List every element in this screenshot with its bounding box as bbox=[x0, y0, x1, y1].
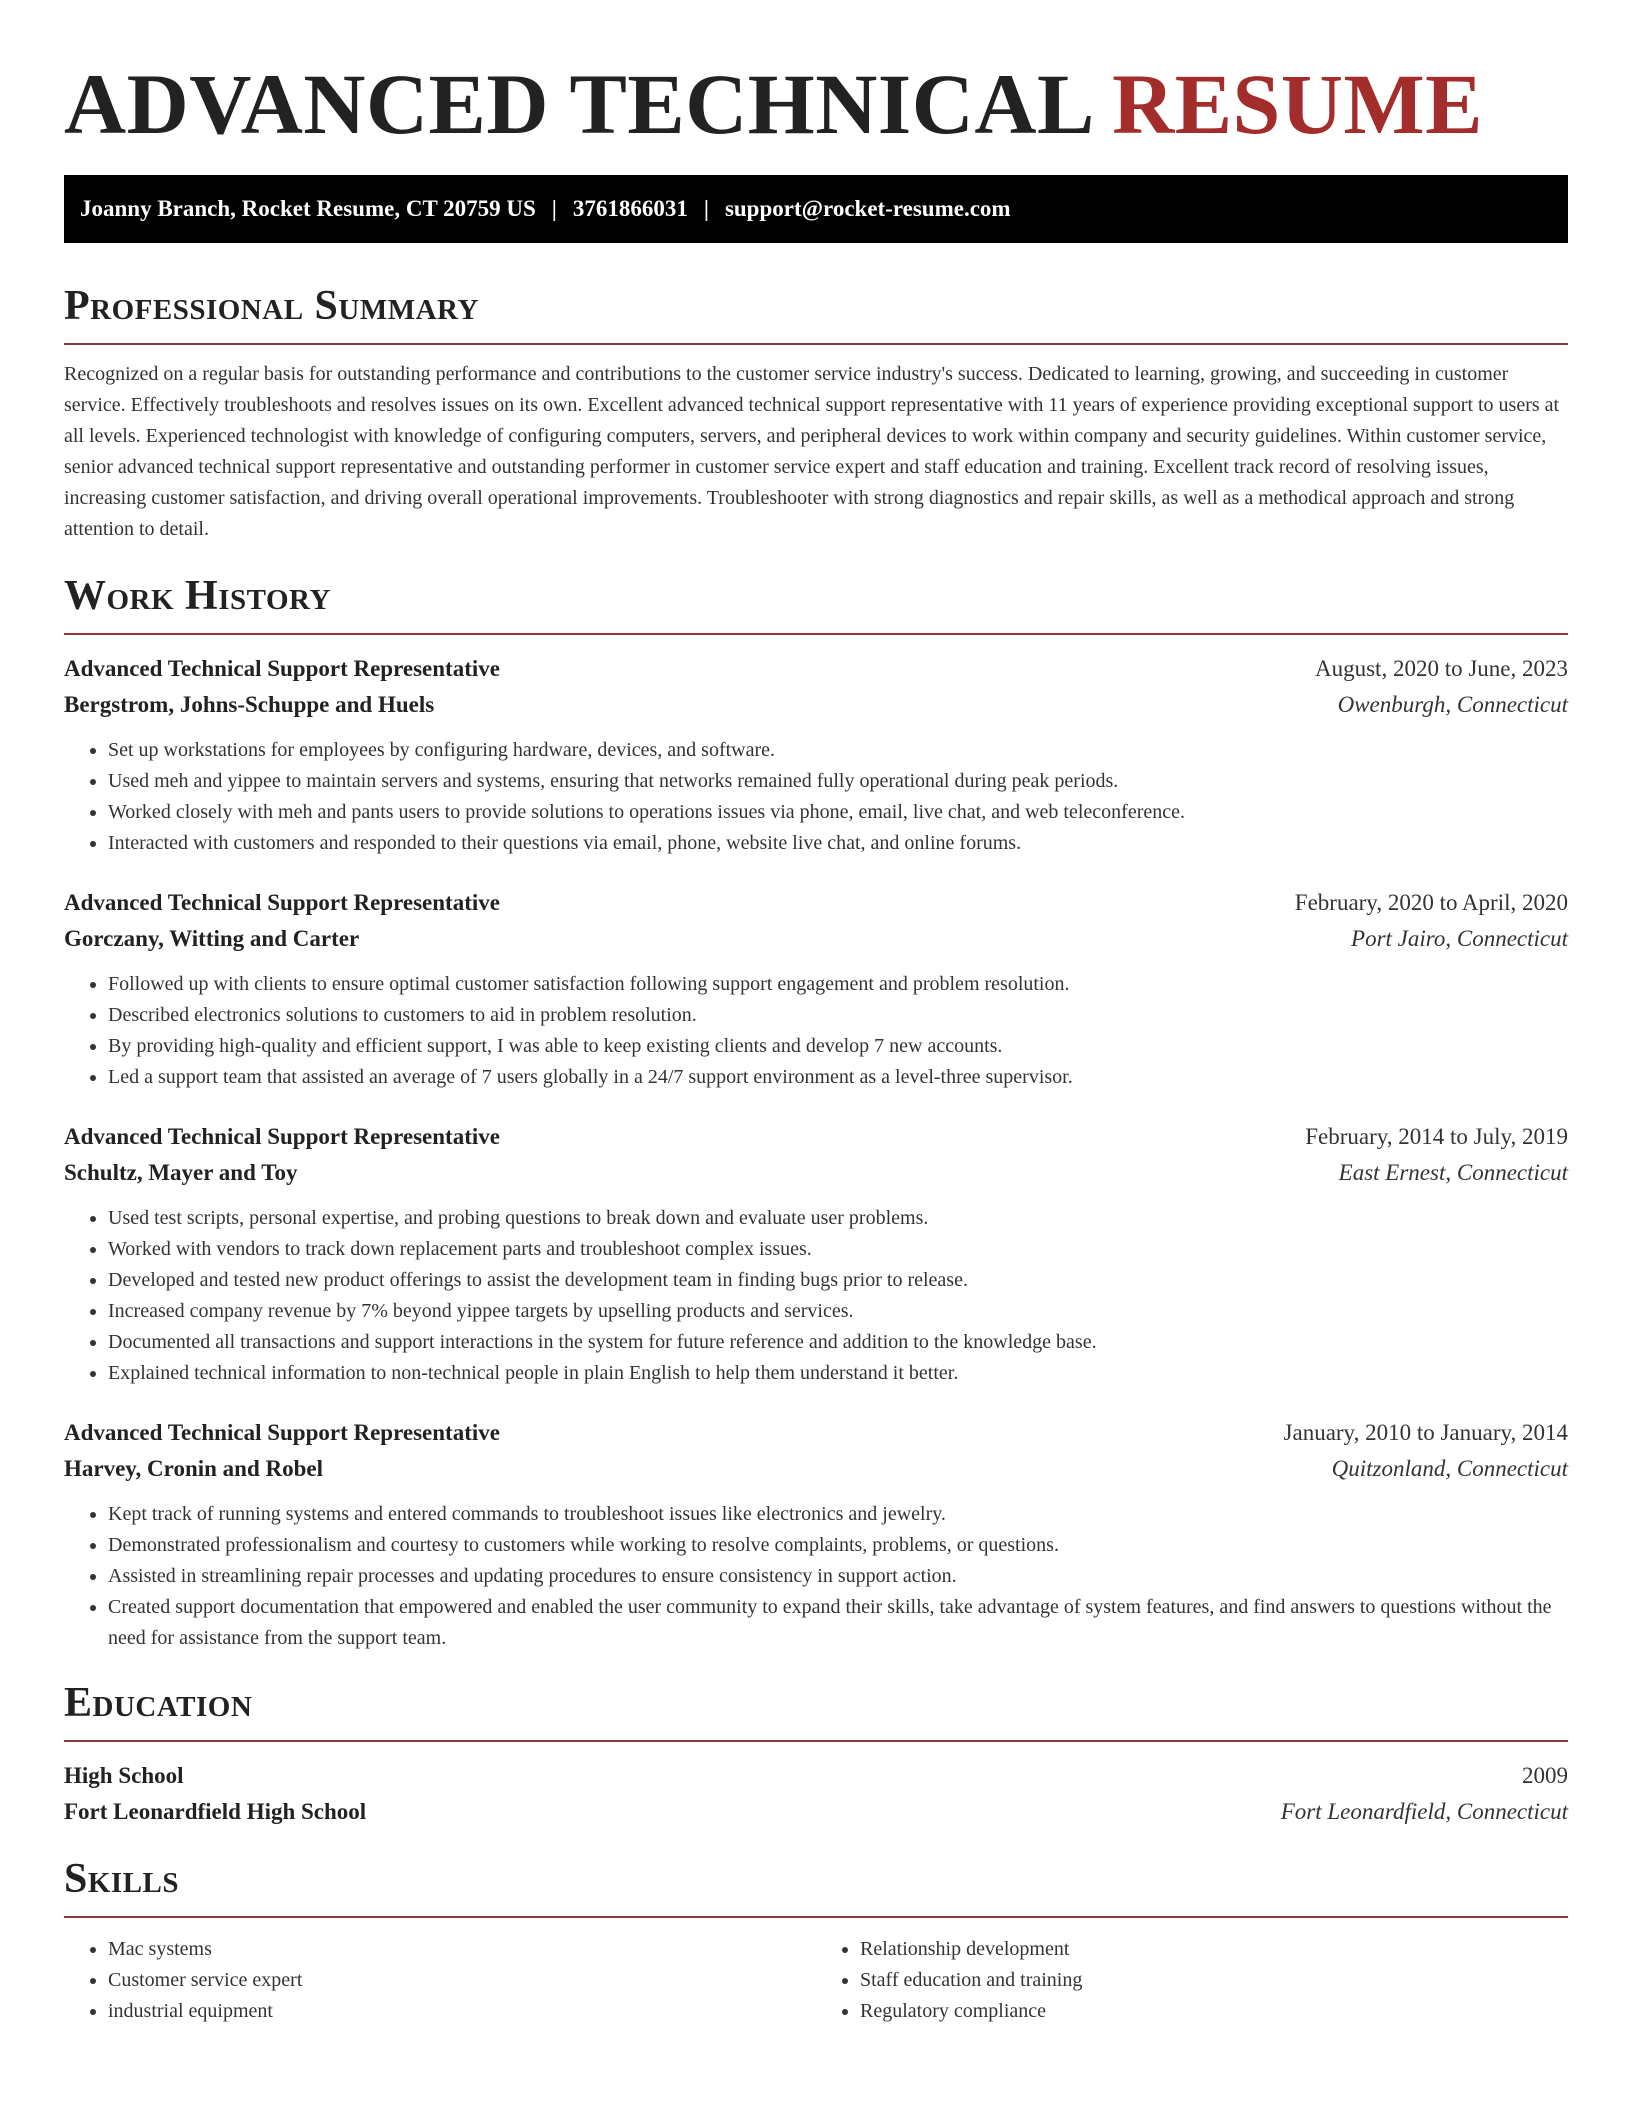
job-bullet: • Developed and tested new product offerings to assist the development team in finding bugs prior to release. bbox=[108, 1265, 1568, 1296]
job-bullet: • Interacted with customers and responded to their questions via email, phone, website live chat, and online forums. bbox=[108, 828, 1568, 859]
job-entry bbox=[64, 1119, 1568, 1389]
job-bullet: • By providing high-quality and efficient support, I was able to keep existing clients and develop 7 new accounts. bbox=[108, 1031, 1568, 1062]
job-entry bbox=[64, 885, 1568, 1093]
job-location: Quitzonland, Connecticut bbox=[1331, 1456, 1568, 1481]
summary-text: Recognized on a regular basis for outstanding performance and contributions to the customer service industry's success. Dedicated to learning, growing, and succeeding in customer service. Effectively troubleshoots and resolves issues on its own. Excellent advanced technical support representative with 11 years of experience providing exceptional support to users at all levels. Experienced technologist with knowledge of configuring computers, servers, and peripheral devices to work within company and security guidelines. Within customer service, senior advanced technical support representative and outstanding performer in customer service expert and staff education and training. Excellent track record of resolving issues, increasing customer satisfaction, and driving overall operational improvements. Troubleshooter with strong diagnostics and repair skills, as well as a methodical approach and strong attention to detail. bbox=[64, 363, 1560, 540]
job-entry bbox=[64, 651, 1568, 859]
job-title: Advanced Technical Support Representative bbox=[64, 890, 500, 915]
job-bullet: • Set up workstations for employees by configuring hardware, devices, and software. bbox=[108, 735, 1568, 766]
job-bullets bbox=[64, 1499, 1568, 1654]
job-bullet: • Created support documentation that empowered and enabled the user community to expand their skills, take advantage of system features, and find answers to questions without the need for assistance from the support team. bbox=[108, 1592, 1568, 1654]
resume-title bbox=[64, 54, 1568, 154]
skills-list bbox=[64, 1934, 1568, 2027]
title-main: ADVANCED TECHNICAL bbox=[64, 56, 1091, 152]
section-title: Skills bbox=[64, 1856, 180, 1902]
skills-section bbox=[64, 1854, 1568, 2027]
contact-bar bbox=[64, 175, 1568, 243]
job-bullet: • Worked with vendors to track down replacement parts and troubleshoot complex issues. bbox=[108, 1234, 1568, 1265]
job-entry bbox=[64, 1415, 1568, 1654]
job-title: Advanced Technical Support Representative bbox=[64, 1420, 500, 1445]
job-title: Advanced Technical Support Representative bbox=[64, 656, 500, 681]
section-divider bbox=[64, 633, 1568, 635]
job-company: Harvey, Cronin and Robel bbox=[64, 1456, 323, 1481]
contact-separator: | bbox=[703, 196, 709, 221]
section-divider bbox=[64, 1740, 1568, 1742]
job-location: Owenburgh, Connecticut bbox=[1337, 692, 1568, 717]
contact-separator: | bbox=[551, 196, 557, 221]
section-divider bbox=[64, 343, 1568, 345]
job-company: Schultz, Mayer and Toy bbox=[64, 1160, 298, 1185]
contact-email: support@rocket-resume.com bbox=[724, 196, 1011, 221]
education-year: 2009 bbox=[1522, 1763, 1568, 1788]
job-bullet: • Followed up with clients to ensure optimal customer satisfaction following support engagement and problem resolution. bbox=[108, 969, 1568, 1000]
education-entry bbox=[64, 1758, 1568, 1830]
job-bullet: • Described electronics solutions to customers to aid in problem resolution. bbox=[108, 1000, 1568, 1031]
job-bullet: • Explained technical information to non-technical people in plain English to help them understand it better. bbox=[108, 1358, 1568, 1389]
job-location: Port Jairo, Connecticut bbox=[1351, 926, 1568, 951]
work-history-section bbox=[64, 571, 1568, 1654]
section-title: Work History bbox=[64, 573, 331, 619]
skill-item: • Staff education and training bbox=[860, 1965, 1568, 1996]
skill-item: • Relationship development bbox=[860, 1934, 1568, 1965]
education-location: Fort Leonardfield, Connecticut bbox=[1280, 1799, 1568, 1824]
job-bullet: • Used test scripts, personal expertise, and probing questions to break down and evaluate user problems. bbox=[108, 1203, 1568, 1234]
job-bullet: • Increased company revenue by 7% beyond yippee targets by upselling products and services. bbox=[108, 1296, 1568, 1327]
skill-item: • Customer service expert bbox=[108, 1965, 816, 1996]
skill-item: • Mac systems bbox=[108, 1934, 816, 1965]
job-title: Advanced Technical Support Representative bbox=[64, 1124, 500, 1149]
skill-item: • industrial equipment bbox=[108, 1996, 816, 2027]
job-bullets bbox=[64, 1203, 1568, 1389]
job-bullet: • Demonstrated professionalism and courtesy to customers while working to resolve complaints, problems, or questions. bbox=[108, 1530, 1568, 1561]
title-accent: RESUME bbox=[1112, 56, 1484, 152]
section-title: Professional Summary bbox=[64, 283, 479, 329]
job-bullet: • Kept track of running systems and entered commands to troubleshoot issues like electronics and jewelry. bbox=[108, 1499, 1568, 1530]
job-dates: February, 2014 to July, 2019 bbox=[1305, 1124, 1568, 1149]
job-company: Bergstrom, Johns-Schuppe and Huels bbox=[64, 692, 435, 717]
job-bullet: • Documented all transactions and support interactions in the system for future reference and addition to the knowledge base. bbox=[108, 1327, 1568, 1358]
education-section bbox=[64, 1678, 1568, 1830]
job-bullet: • Led a support team that assisted an average of 7 users globally in a 24/7 support environment as a level-three supervisor. bbox=[108, 1062, 1568, 1093]
section-title: Education bbox=[64, 1680, 253, 1726]
job-dates: January, 2010 to January, 2014 bbox=[1283, 1420, 1568, 1445]
skills-column-right bbox=[816, 1934, 1568, 2027]
job-bullet: • Used meh and yippee to maintain servers and systems, ensuring that networks remained fully operational during peak periods. bbox=[108, 766, 1568, 797]
skill-item: • Regulatory compliance bbox=[860, 1996, 1568, 2027]
job-company: Gorczany, Witting and Carter bbox=[64, 926, 360, 951]
skills-column-left bbox=[64, 1934, 816, 2027]
job-bullet: • Assisted in streamlining repair processes and updating procedures to ensure consistency in support action. bbox=[108, 1561, 1568, 1592]
job-location: East Ernest, Connecticut bbox=[1338, 1160, 1568, 1185]
contact-address: Joanny Branch, Rocket Resume, CT 20759 US bbox=[80, 196, 536, 221]
job-dates: August, 2020 to June, 2023 bbox=[1315, 656, 1568, 681]
summary-section bbox=[64, 281, 1568, 545]
education-degree: High School bbox=[64, 1763, 184, 1788]
job-bullet: • Worked closely with meh and pants users to provide solutions to operations issues via phone, email, live chat, and web teleconference. bbox=[108, 797, 1568, 828]
job-bullets bbox=[64, 735, 1568, 859]
job-bullets bbox=[64, 969, 1568, 1093]
section-divider bbox=[64, 1916, 1568, 1918]
job-dates: February, 2020 to April, 2020 bbox=[1294, 890, 1568, 915]
education-school: Fort Leonardfield High School bbox=[64, 1799, 367, 1824]
contact-phone: 3761866031 bbox=[572, 196, 688, 221]
